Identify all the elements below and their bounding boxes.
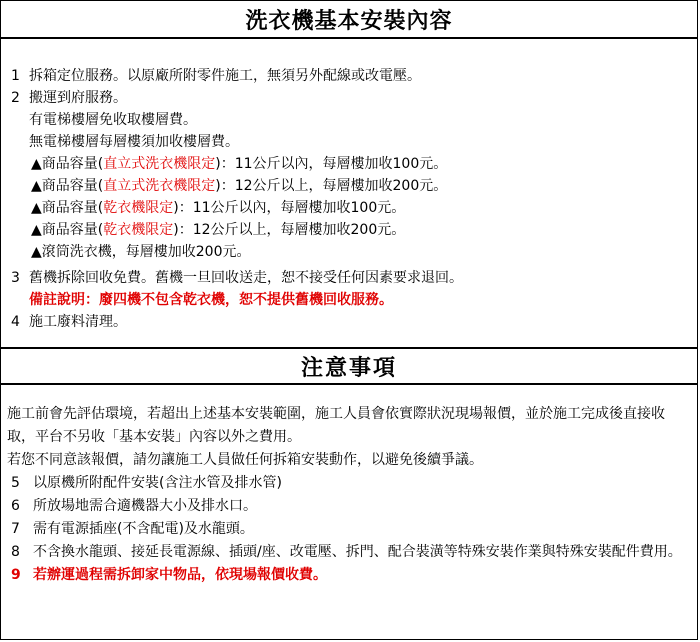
item-text: 拆箱定位服務。以原廠所附零件施工，無須另外配線或改電壓。 [29,68,421,84]
list-item [7,495,691,518]
list-item [11,65,687,87]
item-number: 8 [11,544,20,560]
capacity-prefix: ▲商品容量( [31,156,104,172]
list-item [7,564,691,587]
capacity-restriction: 直立式洗衣機限定 [103,178,216,194]
capacity-restriction: 直立式洗衣機限定 [103,156,216,172]
item-text: 所放場地需合適機器大小及排水口。 [33,498,257,514]
notice-paragraph: 若您不同意該報價，請勿讓施工人員做任何拆箱安裝動作，以避免後續爭議。 [7,452,483,468]
list-item [7,518,691,541]
remark-note: 備註說明：廢四機不包含乾衣機，恕不提供舊機回收服務。 [29,292,393,308]
capacity-suffix: )：11公斤以內，每層樓加收100元。 [173,200,406,216]
elevator-line: 無電梯樓層每層樓須加收樓層費。 [29,134,239,150]
capacity-suffix: )：12公斤以上，每層樓加收200元。 [215,178,448,194]
list-item [7,541,691,564]
capacity-line [11,175,687,197]
capacity-suffix: )：11公斤以內，每層樓加收100元。 [215,156,448,172]
item-text: 若辦運過程需拆卸家中物品，依現場報價收費。 [33,567,327,583]
notice-paragraph: 施工前會先評估環境，若超出上述基本安裝範圍，施工人員會依實際狀況現場報價，並於施工完成後直接收取，平台不另收「基本安裝」內容以外之費用。 [7,406,665,445]
item-number: 1 [11,68,20,84]
capacity-restriction: 乾衣機限定 [103,222,174,238]
list-item [11,267,687,289]
notice-section [1,385,697,587]
item-number: 9 [11,567,21,583]
item-number: 3 [11,270,20,286]
capacity-line [11,241,687,263]
item-number: 5 [11,475,20,491]
capacity-prefix: ▲商品容量( [31,222,104,238]
item-text: 施工廢料清理。 [29,314,127,330]
list-item [7,472,691,495]
capacity-suffix: )：12公斤以上，每層樓加收200元。 [173,222,406,238]
item-text: 搬運到府服務。 [29,90,127,106]
capacity-restriction: 乾衣機限定 [103,200,174,216]
item-number: 6 [11,498,20,514]
list-item [11,87,687,109]
capacity-line [11,219,687,241]
capacity-line [11,153,687,175]
item-text: 需有電源插座(不含配電)及水龍頭。 [33,521,254,537]
item-number: 2 [11,90,20,106]
item-text: 舊機拆除回收免費。舊機一旦回收送走，恕不接受任何因素要求退回。 [29,270,463,286]
notice-title: 注意事項 [1,349,697,385]
capacity-prefix: ▲滾筒洗衣機，每層樓加收200元。 [31,244,251,260]
elevator-line: 有電梯樓層免收取樓層費。 [29,112,197,128]
list-item [11,311,687,333]
page-title: 洗衣機基本安裝內容 [1,1,697,39]
item-text: 以原機所附配件安裝(含注水管及排水管) [33,475,282,491]
item-text: 不含換水龍頭、接延長電源線、插頭/座、改電壓、拆門、配合裝潢等特殊安裝作業與特殊安裝配件費用。 [33,544,682,560]
installation-content-section [1,39,697,349]
capacity-line [11,197,687,219]
capacity-prefix: ▲商品容量( [31,200,104,216]
item-number: 4 [11,314,20,330]
item-number: 7 [11,521,20,537]
capacity-prefix: ▲商品容量( [31,178,104,194]
